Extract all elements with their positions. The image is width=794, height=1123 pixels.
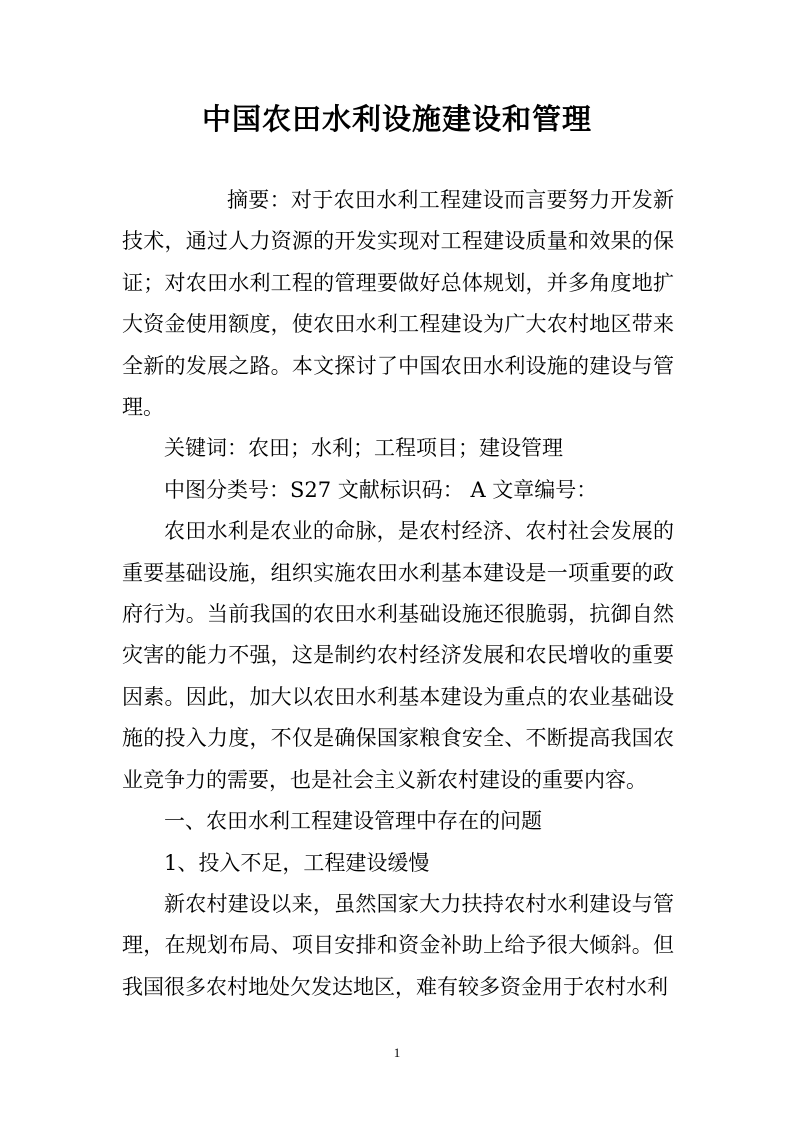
document-title: 中国农田水利设施建设和管理: [201, 102, 592, 136]
document-body: [122, 180, 674, 1008]
subsection-heading: 1、投入不足，工程建设缓慢: [164, 850, 430, 875]
section-heading: 一、农田水利工程建设管理中存在的问题: [164, 809, 542, 834]
abstract-paragraph: 摘要：对于农田水利工程建设而言要努力开发新技术，通过人力资源的开发实现对工程建设质量和效果的保证；对农田水利工程的管理要做好总体规划，并多角度地扩大资金使用额度，使农田水利工程建设为广大农村地区带来全新的发展之路。本文探讨了中国农田水利设施的建设与管理。: [122, 188, 674, 420]
classification-line: 中图分类号：S27 文献标识码： A 文章编号：: [164, 477, 598, 502]
page-number: 1: [393, 1045, 401, 1060]
body-paragraph-2: 新农村建设以来，虽然国家大力扶持农村水利建设与管理，在规划布局、项目安排和资金补助上给予很大倾斜。但我国很多农村地处欠发达地区，难有较多资金用于农村水利: [122, 891, 674, 999]
body-paragraph-1: 农田水利是农业的命脉，是农村经济、农村社会发展的重要基础设施，组织实施农田水利基本建设是一项重要的政府行为。当前我国的农田水利基础设施还很脆弱，抗御自然灾害的能力不强，这是制约农村经济发展和农民增收的重要因素。因此，加大以农田水利基本建设为重点的农业基础设施的投入力度，不仅是确保国家粮食安全、不断提高我国农业竞争力的需要，也是社会主义新农村建设的重要内容。: [122, 519, 674, 792]
keywords-line: 关键词：农田；水利；工程项目；建设管理: [164, 436, 563, 461]
